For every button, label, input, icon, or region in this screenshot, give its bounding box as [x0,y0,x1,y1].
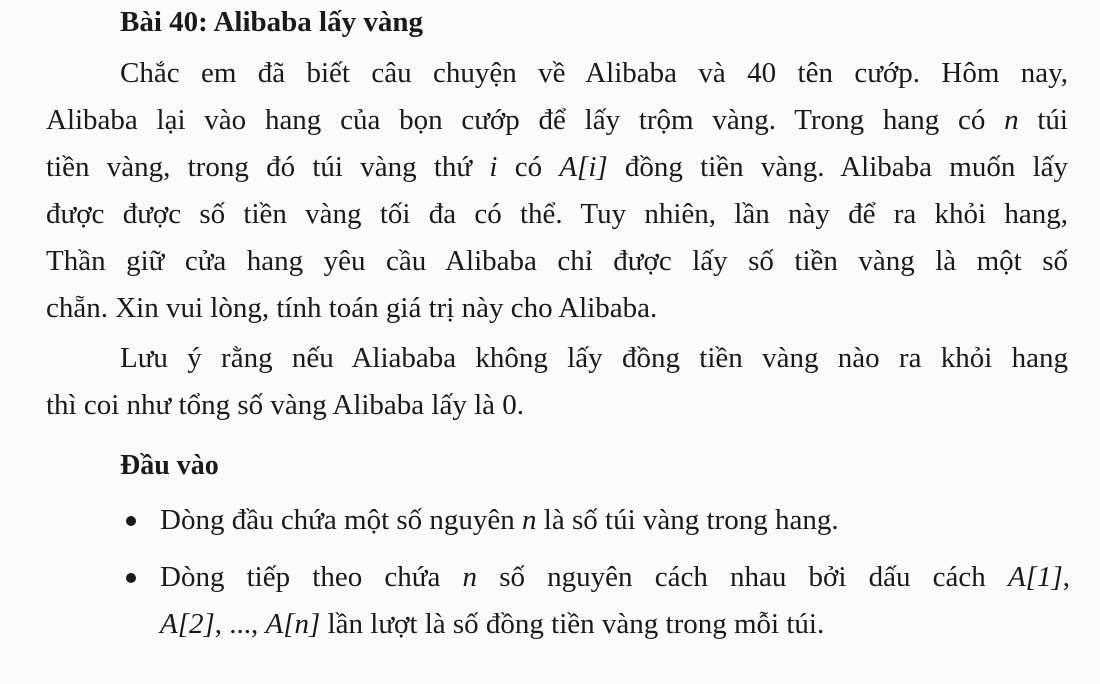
note-line-1: Lưu ý rằng nếu Aliababa không lấy đồng tiền vàng nào ra khỏi hang [120,342,1068,374]
list-item [120,554,1070,648]
problem-title: Bài 40: Alibaba lấy vàng [120,6,423,38]
description-line-6: chẵn. Xin vui lòng, tính toán giá trị này cho Alibaba. [46,292,658,324]
description-line-3 [46,144,1068,191]
text-span: lần lượt là số đồng tiền vàng trong mỗi túi. [320,608,825,640]
variable-a-1: A[1] [1007,561,1063,593]
description-line-4: được được số tiền vàng tối đa có thể. Tuy nhiên, lần này để ra khỏi hang, [46,198,1068,230]
text-span: Alibaba lại vào hang của bọn cướp để lấy trộm vàng. Trong hang có [46,104,1005,136]
bullet-line [160,497,1070,544]
text-span: túi [1018,104,1068,136]
bullet-line [160,601,1070,648]
text-span: , ..., [214,608,266,640]
variable-n: n [1004,104,1019,136]
text-span: tiền vàng, trong đó túi vàng thứ [46,151,490,183]
text-span: có [497,151,560,183]
text-span: Dòng tiếp theo chứa [160,561,463,593]
input-heading: Đầu vào [120,450,219,481]
variable-n: n [462,561,478,593]
bullet-line [160,554,1070,601]
variable-a-i: A[i] [559,151,608,183]
text-span: Dòng đầu chứa một số nguyên [160,504,523,536]
list-item [120,497,1070,544]
variable-a-2: A[2] [160,608,215,640]
bullet-icon [126,573,136,583]
input-bullet-list [120,497,1070,658]
description-line-2 [46,97,1068,144]
variable-a-n: A[n] [265,608,321,640]
text-span: , [1062,561,1070,593]
description-line-5: Thần giữ cửa hang yêu cầu Alibaba chỉ được lấy số tiền vàng là một số [46,245,1068,277]
variable-i: i [489,151,498,183]
bullet-icon [126,516,136,526]
description-line-1: Chắc em đã biết câu chuyện về Alibaba và 40 tên cướp. Hôm nay, [120,57,1068,89]
variable-n: n [522,504,537,536]
problem-description [46,50,1068,332]
note-line-2: thì coi như tổng số vàng Alibaba lấy là 0. [46,389,525,421]
text-span: là số túi vàng trong hang. [536,504,839,536]
text-span: đồng tiền vàng. Alibaba muốn lấy [607,151,1068,183]
problem-note [46,335,1068,429]
text-span: số nguyên cách nhau bởi dấu cách [477,561,1008,593]
